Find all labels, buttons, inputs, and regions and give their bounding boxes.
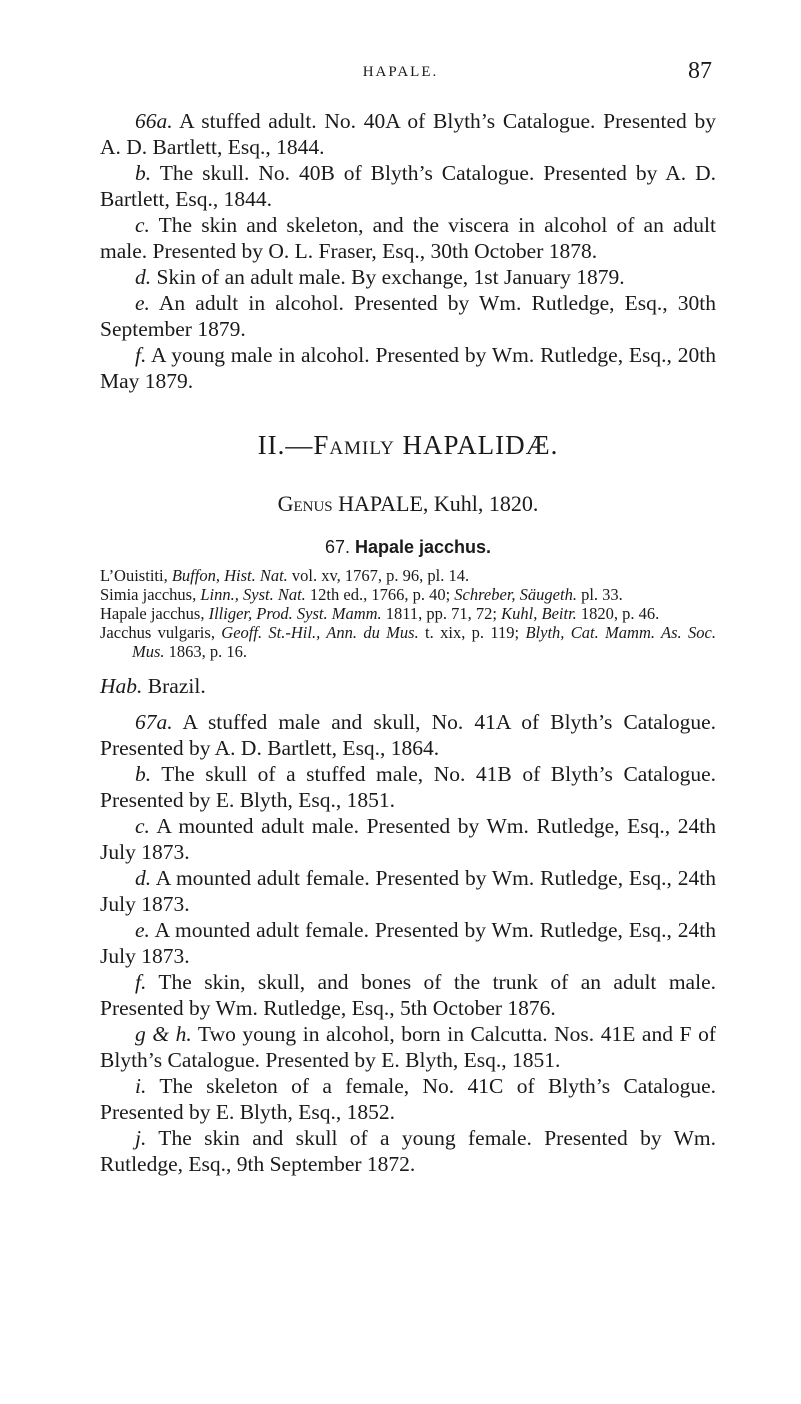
entry-label: c. bbox=[135, 213, 150, 237]
specimen-entry bbox=[100, 108, 716, 160]
synonym-name: L’Ouistiti, bbox=[100, 566, 172, 585]
synonym-reference: 1811, pp. 71, 72; bbox=[381, 604, 502, 623]
specimen-entry bbox=[100, 212, 716, 264]
entry-label: e. bbox=[135, 918, 150, 942]
specimen-entry bbox=[100, 1073, 716, 1125]
family-heading bbox=[100, 430, 716, 461]
entry-label: f. bbox=[135, 970, 147, 994]
entry-text: The skull. No. 40B of Blyth’s Catalogue. Presented by A. D. Bartlett, Esq., 1844. bbox=[100, 161, 716, 211]
entry-text: A mounted adult male. Presented by Wm. Rutledge, Esq., 24th July 1873. bbox=[100, 814, 716, 864]
specimen-entry bbox=[100, 264, 716, 290]
synonym-citation: Geoff. St.-Hil., Ann. du Mus. bbox=[221, 623, 419, 642]
entry-text: A stuffed male and skull, No. 41A of Blyth’s Catalogue. Presented by A. D. Bartlett, Esq., 1864. bbox=[100, 710, 716, 760]
specimen-entry bbox=[100, 709, 716, 761]
specimen-entry bbox=[100, 1021, 716, 1073]
habitat-line bbox=[100, 673, 716, 699]
synonym-name: Simia jacchus, bbox=[100, 585, 201, 604]
habitat-value: Brazil. bbox=[142, 674, 206, 698]
synonym-reference: t. xix, p. 119; bbox=[418, 623, 526, 642]
family-name: HAPALIDÆ. bbox=[402, 430, 559, 460]
genus-name: HAPALE, Kuhl, 1820. bbox=[338, 491, 539, 516]
synonym-entry bbox=[100, 566, 716, 585]
entry-text: A mounted adult female. Presented by Wm. Rutledge, Esq., 24th July 1873. bbox=[100, 918, 716, 968]
synonym-reference: pl. 33. bbox=[576, 585, 623, 604]
specimen-entry bbox=[100, 160, 716, 212]
synonym-reference: 12th ed., 1766, p. 40; bbox=[305, 585, 455, 604]
entry-text: The skin and skull of a young female. Presented by Wm. Rutledge, Esq., 9th September 1872. bbox=[100, 1126, 716, 1176]
entry-label: 67a. bbox=[135, 710, 173, 734]
body-text bbox=[100, 108, 716, 1177]
entry-text: A mounted adult female. Presented by Wm. Rutledge, Esq., 24th July 1873. bbox=[100, 866, 716, 916]
entry-text: Skin of an adult male. By exchange, 1st January 1879. bbox=[151, 265, 625, 289]
page-number: 87 bbox=[688, 58, 712, 84]
specimen-entry bbox=[100, 761, 716, 813]
synonym-entry bbox=[100, 604, 716, 623]
entry-text: Two young in alcohol, born in Calcutta. Nos. 41E and F of Blyth’s Catalogue. Presented by E. Blyth, Esq., 1851. bbox=[100, 1022, 716, 1072]
entry-label: d. bbox=[135, 866, 152, 890]
entry-label: b. bbox=[135, 762, 152, 786]
specimen-entry bbox=[100, 865, 716, 917]
synonym-entry bbox=[100, 623, 716, 661]
entry-label: i. bbox=[135, 1074, 147, 1098]
family-numeral: II.— bbox=[257, 430, 314, 460]
specimen-entry bbox=[100, 969, 716, 1021]
entry-text: A stuffed adult. No. 40A of Blyth’s Catalogue. Presented by A. D. Bartlett, Esq., 1844. bbox=[100, 109, 716, 159]
synonym-citation: Schreber, Säugeth. bbox=[454, 585, 577, 604]
running-head: HAPALE. bbox=[362, 64, 439, 80]
synonym-reference: vol. xv, 1767, p. 96, pl. 14. bbox=[287, 566, 470, 585]
species-heading bbox=[100, 537, 716, 558]
specimen-entry bbox=[100, 342, 716, 394]
synonym-citation: Buffon, Hist. Nat. bbox=[171, 566, 288, 585]
entry-label: 66a. bbox=[135, 109, 173, 133]
specimen-entry bbox=[100, 917, 716, 969]
specimen-entry bbox=[100, 1125, 716, 1177]
synonym-citation: Illiger, Prod. Syst. Mamm. bbox=[208, 604, 382, 623]
entry-text: The skin and skeleton, and the viscera in alcohol of an adult male. Presented by O. L. Fraser, Esq., 30th October 1878. bbox=[100, 213, 716, 263]
entry-text: The skull of a stuffed male, No. 41B of Blyth’s Catalogue. Presented by E. Blyth, Esq., 1851. bbox=[100, 762, 716, 812]
entry-label: b. bbox=[135, 161, 152, 185]
entry-text: The skeleton of a female, No. 41C of Blyth’s Catalogue. Presented by E. Blyth, Esq., 1852. bbox=[100, 1074, 716, 1124]
synonym-reference: 1820, p. 46. bbox=[576, 604, 660, 623]
species-number: 67. bbox=[324, 537, 350, 557]
specimen-entry bbox=[100, 290, 716, 342]
entry-label: d. bbox=[135, 265, 152, 289]
synonym-entry bbox=[100, 585, 716, 604]
entry-label: j. bbox=[135, 1126, 147, 1150]
entry-text: An adult in alcohol. Presented by Wm. Rutledge, Esq., 30th September 1879. bbox=[100, 291, 716, 341]
entry-text: A young male in alcohol. Presented by Wm. Rutledge, Esq., 20th May 1879. bbox=[100, 343, 716, 393]
family-word: Family bbox=[313, 430, 395, 460]
synonym-name: Hapale jacchus, bbox=[100, 604, 209, 623]
entry-label: g & h. bbox=[135, 1022, 192, 1046]
synonym-citation: Blyth, Cat. Mamm. As. Soc. Mus. bbox=[132, 623, 716, 661]
synonym-citation: Kuhl, Beitr. bbox=[501, 604, 577, 623]
entry-text: The skin, skull, and bones of the trunk of an adult male. Presented by Wm. Rutledge, Esq., 5th October 1876. bbox=[100, 970, 716, 1020]
entry-label: c. bbox=[135, 814, 150, 838]
synonym-citation: Linn., Syst. Nat. bbox=[200, 585, 306, 604]
genus-heading bbox=[100, 491, 716, 517]
specimen-entry bbox=[100, 813, 716, 865]
synonym-reference: 1863, p. 16. bbox=[164, 642, 248, 661]
entry-label: f. bbox=[135, 343, 147, 367]
species-name: Hapale jacchus. bbox=[354, 537, 492, 557]
entry-label: e. bbox=[135, 291, 150, 315]
synonym-name: Jacchus vulgaris, bbox=[100, 623, 222, 642]
habitat-label: Hab. bbox=[100, 674, 143, 698]
genus-word: Genus bbox=[277, 491, 333, 516]
